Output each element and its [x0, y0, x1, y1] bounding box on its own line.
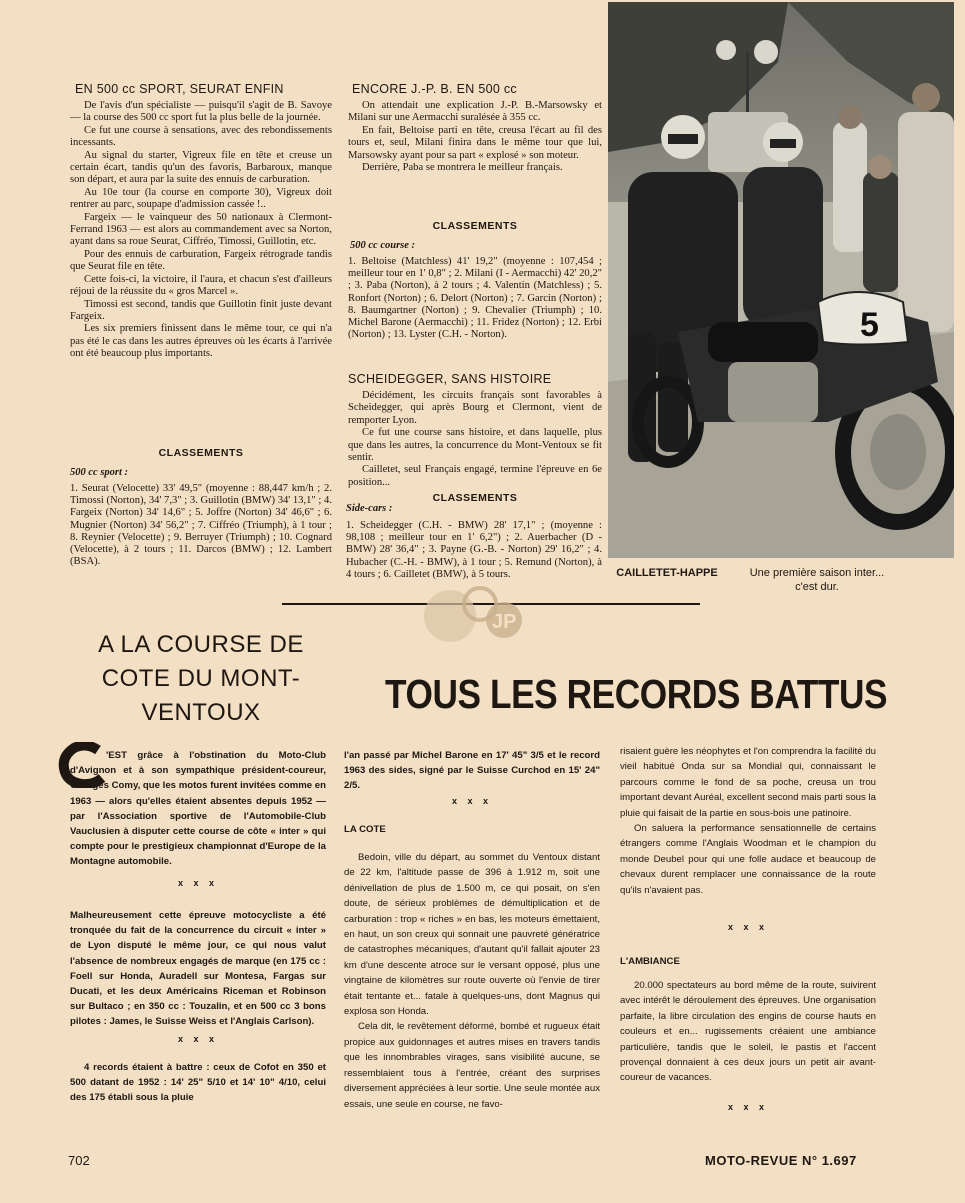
col1-heading: EN 500 cc SPORT, SEURAT ENFIN [75, 82, 284, 96]
col2-text-2 [348, 390, 602, 489]
watermark-text: JP [492, 611, 517, 633]
separator: x x x [727, 1102, 769, 1112]
paragraph: Décidément, les circuits français sont favorables à Scheidegger, qui après Bourg et Clermont, vient de remporter Lyon. [348, 390, 602, 426]
photo-caption: Une première saison inter... c'est dur. [749, 567, 885, 593]
paragraph: Ce fut une course à sensations, avec des rebondissements incessants. [70, 124, 332, 149]
paragraph: On attendait une explication J.-P. B.-Marsowsky et Milani sur une Aermacchi suralésée à 355 cc. [348, 100, 602, 124]
article-paragraph: Malheureusement cette épreuve motocycliste a été tronquée du fait de la concurrence du circuit « inter » de Lyon disputé le même jour, ce qui nous valut l'absence de nombreux engagés de marque (en 175 cc : Foell sur Honda, Auradell sur Montesa, Fargas sur Ducati, et les deux Américains Riceman et Robinson sur Bultaco ; en 350 cc : Touzalin, et en 500 cc 3 bons pilotes : James, le Suisse Weiss et l'Anglais Carlson). [70, 910, 326, 1028]
paragraph: Pour des ennuis de carburation, Fargeix rétrograde tandis que Seurat file en tête. [70, 248, 332, 273]
paragraph: Cette fois-ci, la victoire, il l'aura, et chacun s'est d'ailleurs réjoui de la réussite du « gros Marcel ». [70, 273, 332, 298]
col2-heading: ENCORE J.-P. B. EN 500 cc [352, 82, 517, 96]
separator: x x x [727, 922, 769, 932]
results-side-cars: 1. Scheidegger (C.H. - BMW) 28' 17,1" ; (moyenne : 98,108 ; meilleur tour en 1' 6,2") ; 2. Auerbacher (D - BMW) 28' 36,4" ; 3. Payne (G.-B. - Norton) 29' 16,2" ; 4. Hubacher (C.-H. - BMW), à 1 tour ; 5. Remund (Norton), à 4 tours ; 6. Cailletet (BMW), à 5 tours. [346, 520, 602, 580]
separator: x x x [451, 796, 493, 806]
paragraph: Derrière, Paba se montrera le meilleur français. [362, 162, 563, 174]
article-lead: 'EST grâce à l'obstination du Moto-Club d'Avignon et à son sympathique président-coureur, Georges Comy, que les motos furent invitées comme en 1963 — alors qu'elles étaient absentes depuis 1952 — par l'Association sportive de l'Automobile-Club Vauclusien à disputer cette course de côte « inter » qui compte pour le prestigieux championnat d'Europe de la Montagne automobile. [70, 750, 326, 868]
watermark-icon [420, 580, 530, 650]
paragraph: Fargeix — le vainqueur des 50 nationaux à Clermont-Ferrand 1963 — est alors au commandement avec sa Norton, ayant dans sa roue Seurat, Ciffréo, Timossi, Guillotin, etc. [70, 211, 332, 248]
number-plate: 5 [860, 306, 879, 344]
paragraph: Timossi est second, tandis que Guillotin finit juste devant Fargeix. [70, 298, 332, 322]
race-photo [608, 2, 954, 558]
col2-heading-2: SCHEIDEGGER, SANS HISTOIRE [348, 372, 552, 386]
col1-text [70, 100, 332, 361]
article-column-2 [344, 850, 600, 1112]
section-heading-ambiance: L'AMBIANCE [620, 956, 680, 967]
article-paragraph: 4 records étaient à battre : ceux de Cofot en 350 et 500 datant de 1952 : 14' 25" 5/10 et 14' 10" 4/10, celui des 175 établi sous la pluie [70, 1062, 326, 1104]
col2-text [348, 100, 602, 174]
paragraph: Bedoin, ville du départ, au sommet du Ventoux distant de 22 km, l'altitude passe de 396 à 1.912 m, soit une dénivellation de plus de 1.500 m, ce qui posait, on s'en doute, de sérieux problèmes de démultiplication et de carburation : trop « riches » en bas, les moteurs émettaient, en haut, un son creux qui sonnait une pauvreté génératrice de catastrophes mécaniques, d'autant qu'il fallait ajouter 23 km d'une descente atroce sur le versant opposé, plus une vingtaine de kilomètres sur route ouverte où l'envie de tirer était tentante et... fatale à quelques-uns, dont Magnus qui explosa son Honda. [344, 852, 600, 1018]
classements-heading: CLASSEMENTS [158, 447, 244, 459]
paragraph: De l'avis d'un spécialiste — puisqu'il s'agit de B. Savoye — la course des 500 cc sport fut la plus belle de la journée. [70, 100, 332, 124]
article-left-title: A LA COURSE DE COTE DU MONT-VENTOUX [98, 631, 304, 726]
article-headline: TOUS LES RECORDS BATTUS [385, 671, 888, 717]
category-label: 500 cc course : [350, 240, 416, 251]
paragraph: Cailletet, seul Français engagé, termine l'épreuve en 6e position... [348, 464, 602, 488]
paragraph: risaient guère les néophytes et l'on comprendra la facilité du vieil habitué Onda sur sa Mondial qui, connaissant le parcours comme le fond de sa poche, creusa un trou important devant Auréal, excellent second mais parti sous la pluie qui faisait de la partie en sous-bois une patinoire. [620, 746, 876, 819]
results-500-sport: 1. Seurat (Velocette) 33' 49,5" (moyenne : 88,447 km/h ; 2. Timossi (Norton), 34' 7,3" ; 3. Guillotin (BMW) 34' 13,1" ; 4. Fargeix (Norton) 34' 14,6" ; 5. Joffre (Norton) 34' 46,6" ; 6. Mugnier (Norton) 34' 56,2" ; 7. Ciffréo (Triumph), à 1 tour ; 8. Reynier (Velocette) ; 9. Berruyer (Triumph) ; 10. Cognard (Velocette), à 2 tours ; 11. Darcos (BMW) ; 12. Lambert (BSA). [70, 483, 332, 568]
watermark-logo [420, 580, 530, 650]
paragraph: Cela dit, le revêtement déformé, bombé et rugueux était propice aux guidonnages et autres mises en travers tandis que les innombrables virages, sans visibilité aucune, se ressemblaient tous à l'entrée, créant des surprises diversement appréciées à leur sortie. Une seule montée aux essais, une seule en course, ne favo- [344, 1021, 600, 1110]
magazine-footer: MOTO-REVUE N° 1.697 [705, 1153, 857, 1168]
separator: x x x [177, 878, 219, 888]
paragraph: On saluera la performance sensationnelle de certains étrangers comme l'Anglais Woodman et le champion du monde Deubel pour qui une folle audace et beaucoup de chevaux durent remplacer une connaissance de la route qu'ils n'avaient pas. [620, 823, 876, 896]
article-column-3b [620, 978, 876, 1086]
section-heading-la-cote: LA COTE [344, 824, 386, 835]
photo-image [608, 2, 954, 558]
classements-heading: CLASSEMENTS [432, 220, 518, 232]
article-column-3 [620, 744, 876, 898]
paragraph: 20.000 spectateurs au bord même de la route, suivirent avec intérêt le déroulement des épreuves. Une organisation parfaite, la libre circulation des engins de course hauts en couleurs et en... rugissements créaient une ambiance particulière, tandis que le soleil, le pastis et l'accent provençal donnaient à ces deux jours un petit air avant-coureur de vacances. [620, 980, 876, 1084]
separator: x x x [177, 1034, 219, 1044]
paragraph: Les six premiers finissent dans le même tour, ce qui n'a pas été le cas dans les autres épreuves où les écarts à l'arrivée ont été beaucoup plus importants. [70, 323, 332, 360]
paragraph: Au 10e tour (la course en comporte 30), Vigreux doit rentrer au parc, soupape d'admission cassée !.. [70, 186, 332, 211]
article-paragraph: l'an passé par Michel Barone en 17' 45" 3/5 et le record 1963 des sides, signé par le Suisse Curchod en 15' 24" 2/5. [344, 750, 600, 792]
paragraph: Ce fut une course sans histoire, et dans laquelle, plus que dans les autres, la concurrence du Mont-Ventoux se fit sentir. [348, 427, 602, 464]
category-label: Side-cars : [346, 503, 393, 514]
page-number: 702 [68, 1153, 90, 1168]
photo-caption-name: CAILLETET-HAPPE [616, 567, 718, 579]
paragraph: En fait, Beltoise parti en tête, creusa l'écart au fil des tours et, seul, Milani finira dans le même tour que lui, Marsowsky ayant pour sa part « explosé » son moteur. [348, 124, 602, 161]
results-500-course: 1. Beltoise (Matchless) 41' 19,2" (moyenne : 107,454 ; meilleur tour en 1' 0,8" ; 2. Milani (I - Aermacchi) 42' 20,2" ; 3. Paba (Norton), à 2 tours ; 4. Valentin (Matchless) ; 5. Ronfort (Norton) ; 6. Delort (Norton) ; 7. Garcin (Norton) ; 8. Baumgartner (Norton) ; 9. Chevalier (Triumph) ; 10. Michel Barone (Aermacchi) ; 11. Fridez (Norton) ; 12. Erbi (Norton) ; 13. Lyster (C.H. - Norton). [348, 256, 602, 341]
classements-heading: CLASSEMENTS [432, 492, 518, 504]
category-label: 500 cc sport : [70, 467, 129, 478]
paragraph: Au signal du starter, Vigreux file en tête et creuse un certain écart, tandis qu'un des favoris, Barbaroux, manque son départ, et aura par la suite des ennuis de carburation. [70, 149, 332, 186]
